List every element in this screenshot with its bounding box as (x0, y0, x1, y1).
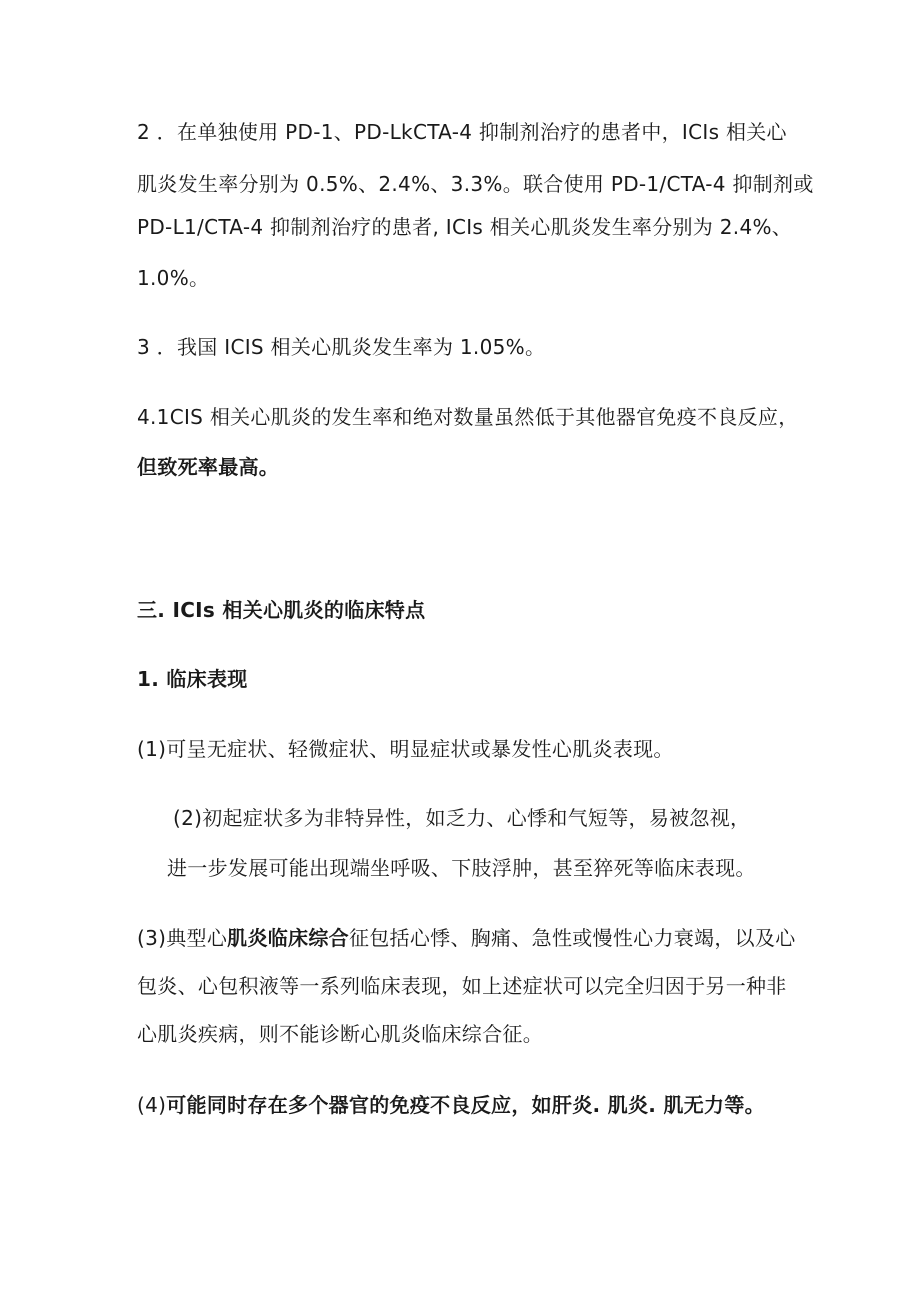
item-4-line-1 (137, 1093, 765, 1117)
paragraph-2-line-4: 1.0%。 (137, 266, 210, 290)
item-4-line-1-part-a: (4) (137, 1093, 167, 1117)
item-3-line-1-part-a: (3)典型心 (137, 926, 228, 950)
item-2-line-1: (2)初起症状多为非特异性，如乏力、心悸和气短等，易被忽视， (173, 806, 751, 830)
paragraph-2-line-1: 2 ．在单独使用 PD-1、PD-LkCTA-4 抑制剂治疗的患者中，ICIs 相关心 (137, 120, 787, 144)
item-3-line-3: 心肌炎疾病，则不能诊断心肌炎临床综合征。 (137, 1022, 543, 1046)
paragraph-4-line-2: 但致死率最高。 (137, 455, 280, 479)
item-3-line-2: 包炎、心包积液等一系列临床表现，如上述症状可以完全归因于另一种非 (137, 974, 787, 998)
item-1-line-1: (1)可呈无症状、轻微症状、明显症状或暴发性心肌炎表现。 (137, 737, 674, 761)
paragraph-4-line-1: 4.1CIS 相关心肌炎的发生率和绝对数量虽然低于其他器官免疫不良反应， (137, 405, 799, 429)
section-heading: 三. ICIs 相关心肌炎的临床特点 (137, 598, 426, 622)
item-3-line-1 (137, 926, 796, 950)
paragraph-2-line-2: 肌炎发生率分别为 0.5%、2.4%、3.3%。联合使用 PD-1/CTA-4 抑制剂或 (137, 172, 814, 196)
subsection-heading: 1. 临床表现 (137, 667, 248, 691)
item-4-line-1-part-b: 可能同时存在多个器官的免疫不良反应，如肝炎. 肌炎. 肌无力等。 (166, 1093, 765, 1117)
paragraph-3-line-1: 3 ．我国 ICIS 相关心肌炎发生率为 1.05%。 (137, 335, 546, 359)
paragraph-2-line-3: PD-L1/CTA-4 抑制剂治疗的患者, ICIs 相关心肌炎发生率分别为 2.4%、 (137, 215, 793, 239)
item-3-line-1-part-b: 肌炎临床综合 (227, 926, 349, 950)
item-2-line-2: 进一步发展可能出现端坐呼吸、下肢浮肿，甚至猝死等临床表现。 (167, 856, 756, 880)
item-3-line-1-part-c: 征包括心悸、胸痛、急性或慢性心力衰竭，以及心 (348, 926, 796, 950)
